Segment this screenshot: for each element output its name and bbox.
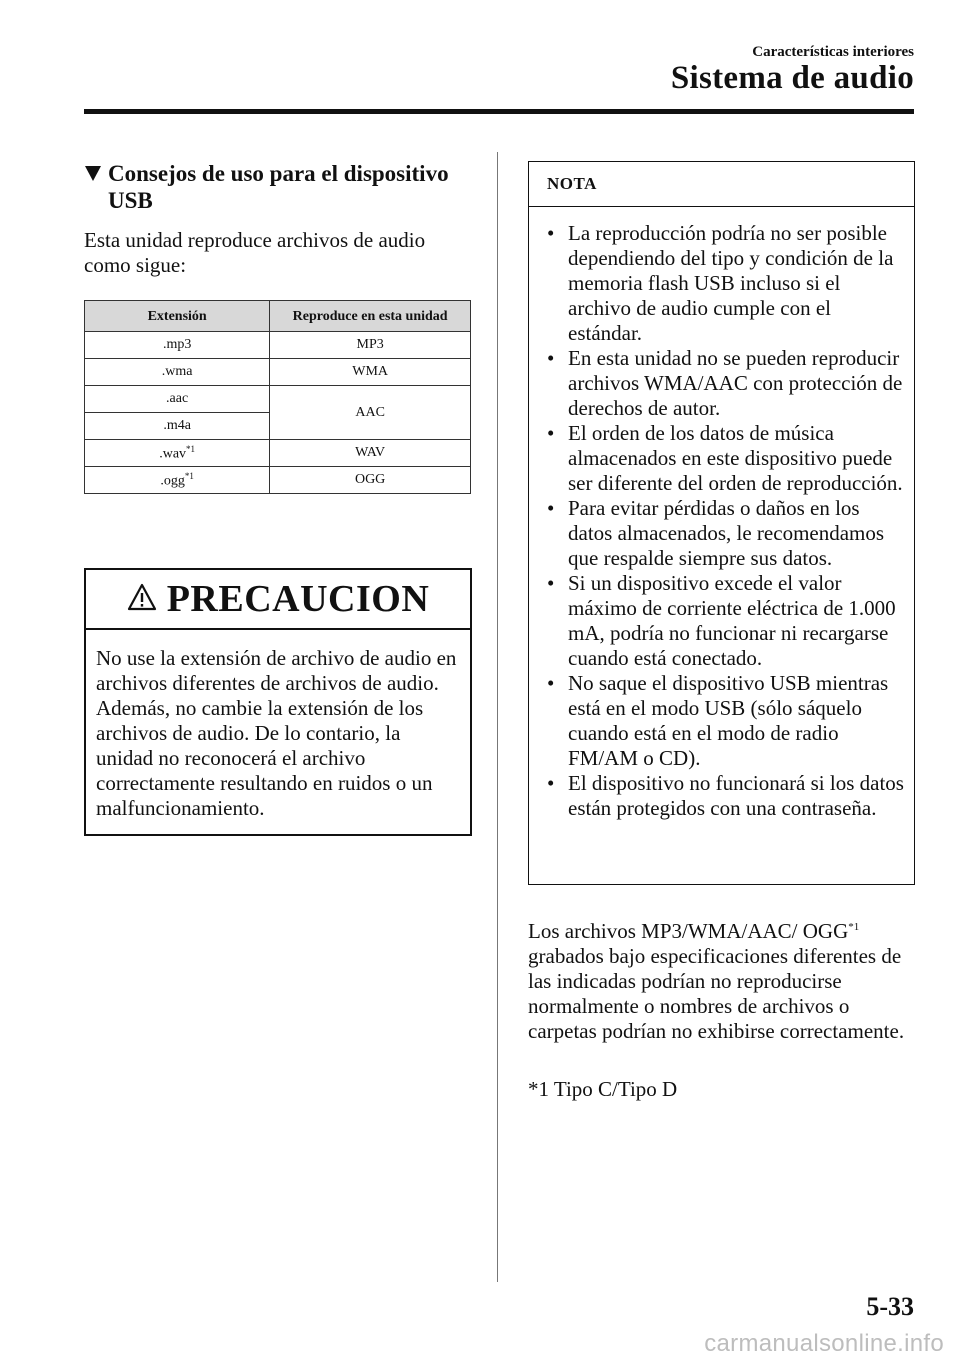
footnote-marker: *1 <box>184 470 194 481</box>
watermark: carmanualsonline.info <box>704 1330 944 1357</box>
list-item: • No saque el dispositivo USB mientras está en el modo USB (sólo sáquelo cuando está en el modo de radio FM/AM o CD). <box>547 671 889 770</box>
formats-table <box>84 300 471 494</box>
caution-header <box>86 570 470 630</box>
table-header-row <box>85 301 471 332</box>
footnote-marker: *1 <box>848 921 860 933</box>
chapter-label: Características interiores <box>752 44 914 60</box>
triangle-down-icon <box>84 160 102 187</box>
list-item: • El orden de los datos de música almacenados en este dispositivo puede ser diferente del orden de reproducción. <box>547 421 903 495</box>
cell-playback: WAV <box>270 440 471 467</box>
cell-extension: .mp3 <box>85 332 270 359</box>
bullet: • <box>547 346 555 370</box>
table-row <box>85 332 471 359</box>
list-item: • La reproducción podría no ser posible dependiendo del tipo y condición de la memoria flash USB incluso si el archivo de audio cumple con el estándar. <box>547 221 894 345</box>
cell-playback: OGG <box>270 467 471 494</box>
list-item: • En esta unidad no se pueden reproducir archivos WMA/AAC con protección de derechos de autor. <box>547 346 903 420</box>
note-box <box>528 161 915 885</box>
footnote-marker: *1 <box>186 443 196 454</box>
table-row <box>85 359 471 386</box>
col-header-extension: Extensión <box>85 301 270 332</box>
cell-playback: AAC <box>270 386 471 440</box>
bullet: • <box>547 671 555 695</box>
page-title: Sistema de audio <box>670 60 914 96</box>
table-row <box>85 440 471 467</box>
caution-title: PRECAUCION <box>166 578 430 620</box>
intro-paragraph: Esta unidad reproduce archivos de audio como sigue: <box>84 228 426 277</box>
bullet: • <box>547 421 555 445</box>
list-item: • Si un dispositivo excede el valor máximo de corriente eléctrica de 1.000 mA, podría no funcionar ni recargarse cuando está conectado. <box>547 571 896 670</box>
col-header-playback: Reproduce en esta unidad <box>270 301 471 332</box>
page-number: 5-33 <box>866 1292 914 1321</box>
cell-playback: MP3 <box>270 332 471 359</box>
column-divider <box>497 152 498 1282</box>
list-item: • El dispositivo no funcionará si los datos están protegidos con una contraseña. <box>547 771 904 820</box>
caution-box <box>84 568 472 836</box>
compatibility-paragraph: Los archivos MP3/WMA/AAC/ OGG$^{*1}$ grabados bajo especificaciones diferentes de las indicadas podrían no reproducirse normalmente o nombres de archivos o carpetas podrían no exhibirse correctamente. <box>528 919 905 1043</box>
bullet: • <box>547 771 555 795</box>
cell-extension: .wma <box>85 359 270 386</box>
note-title: NOTA <box>529 162 914 207</box>
table-row <box>85 467 471 494</box>
cell-extension: .m4a <box>85 413 270 440</box>
footnote: *1 Tipo C/Tipo D <box>528 1077 678 1101</box>
table-row <box>85 386 471 413</box>
cell-extension: .aac <box>85 386 270 413</box>
cell-extension: .wav$^{*1}$ <box>85 440 270 467</box>
note-list <box>529 207 914 821</box>
caution-body: No use la extensión de archivo de audio en archivos diferentes de archivos de audio. Además, no cambie la extensión de los archivos de audio. De lo contario, la unidad no reconocerá el archivo correctamente resultando en ruidos o un malfuncionamiento. <box>96 646 457 820</box>
bullet: • <box>547 571 555 595</box>
warning-triangle-icon <box>127 583 157 616</box>
section-heading <box>84 160 474 214</box>
section-heading-line2: USB <box>108 188 153 213</box>
header-rule <box>84 109 914 114</box>
cell-extension: .ogg$^{*1}$ <box>85 467 270 494</box>
section-heading-line1: Consejos de uso para el dispositivo <box>108 161 449 186</box>
bullet: • <box>547 496 555 520</box>
bullet: • <box>547 221 555 245</box>
list-item: • Para evitar pérdidas o daños en los datos almacenados, le recomendamos que respalde siempre sus datos. <box>547 496 885 570</box>
cell-playback: WMA <box>270 359 471 386</box>
